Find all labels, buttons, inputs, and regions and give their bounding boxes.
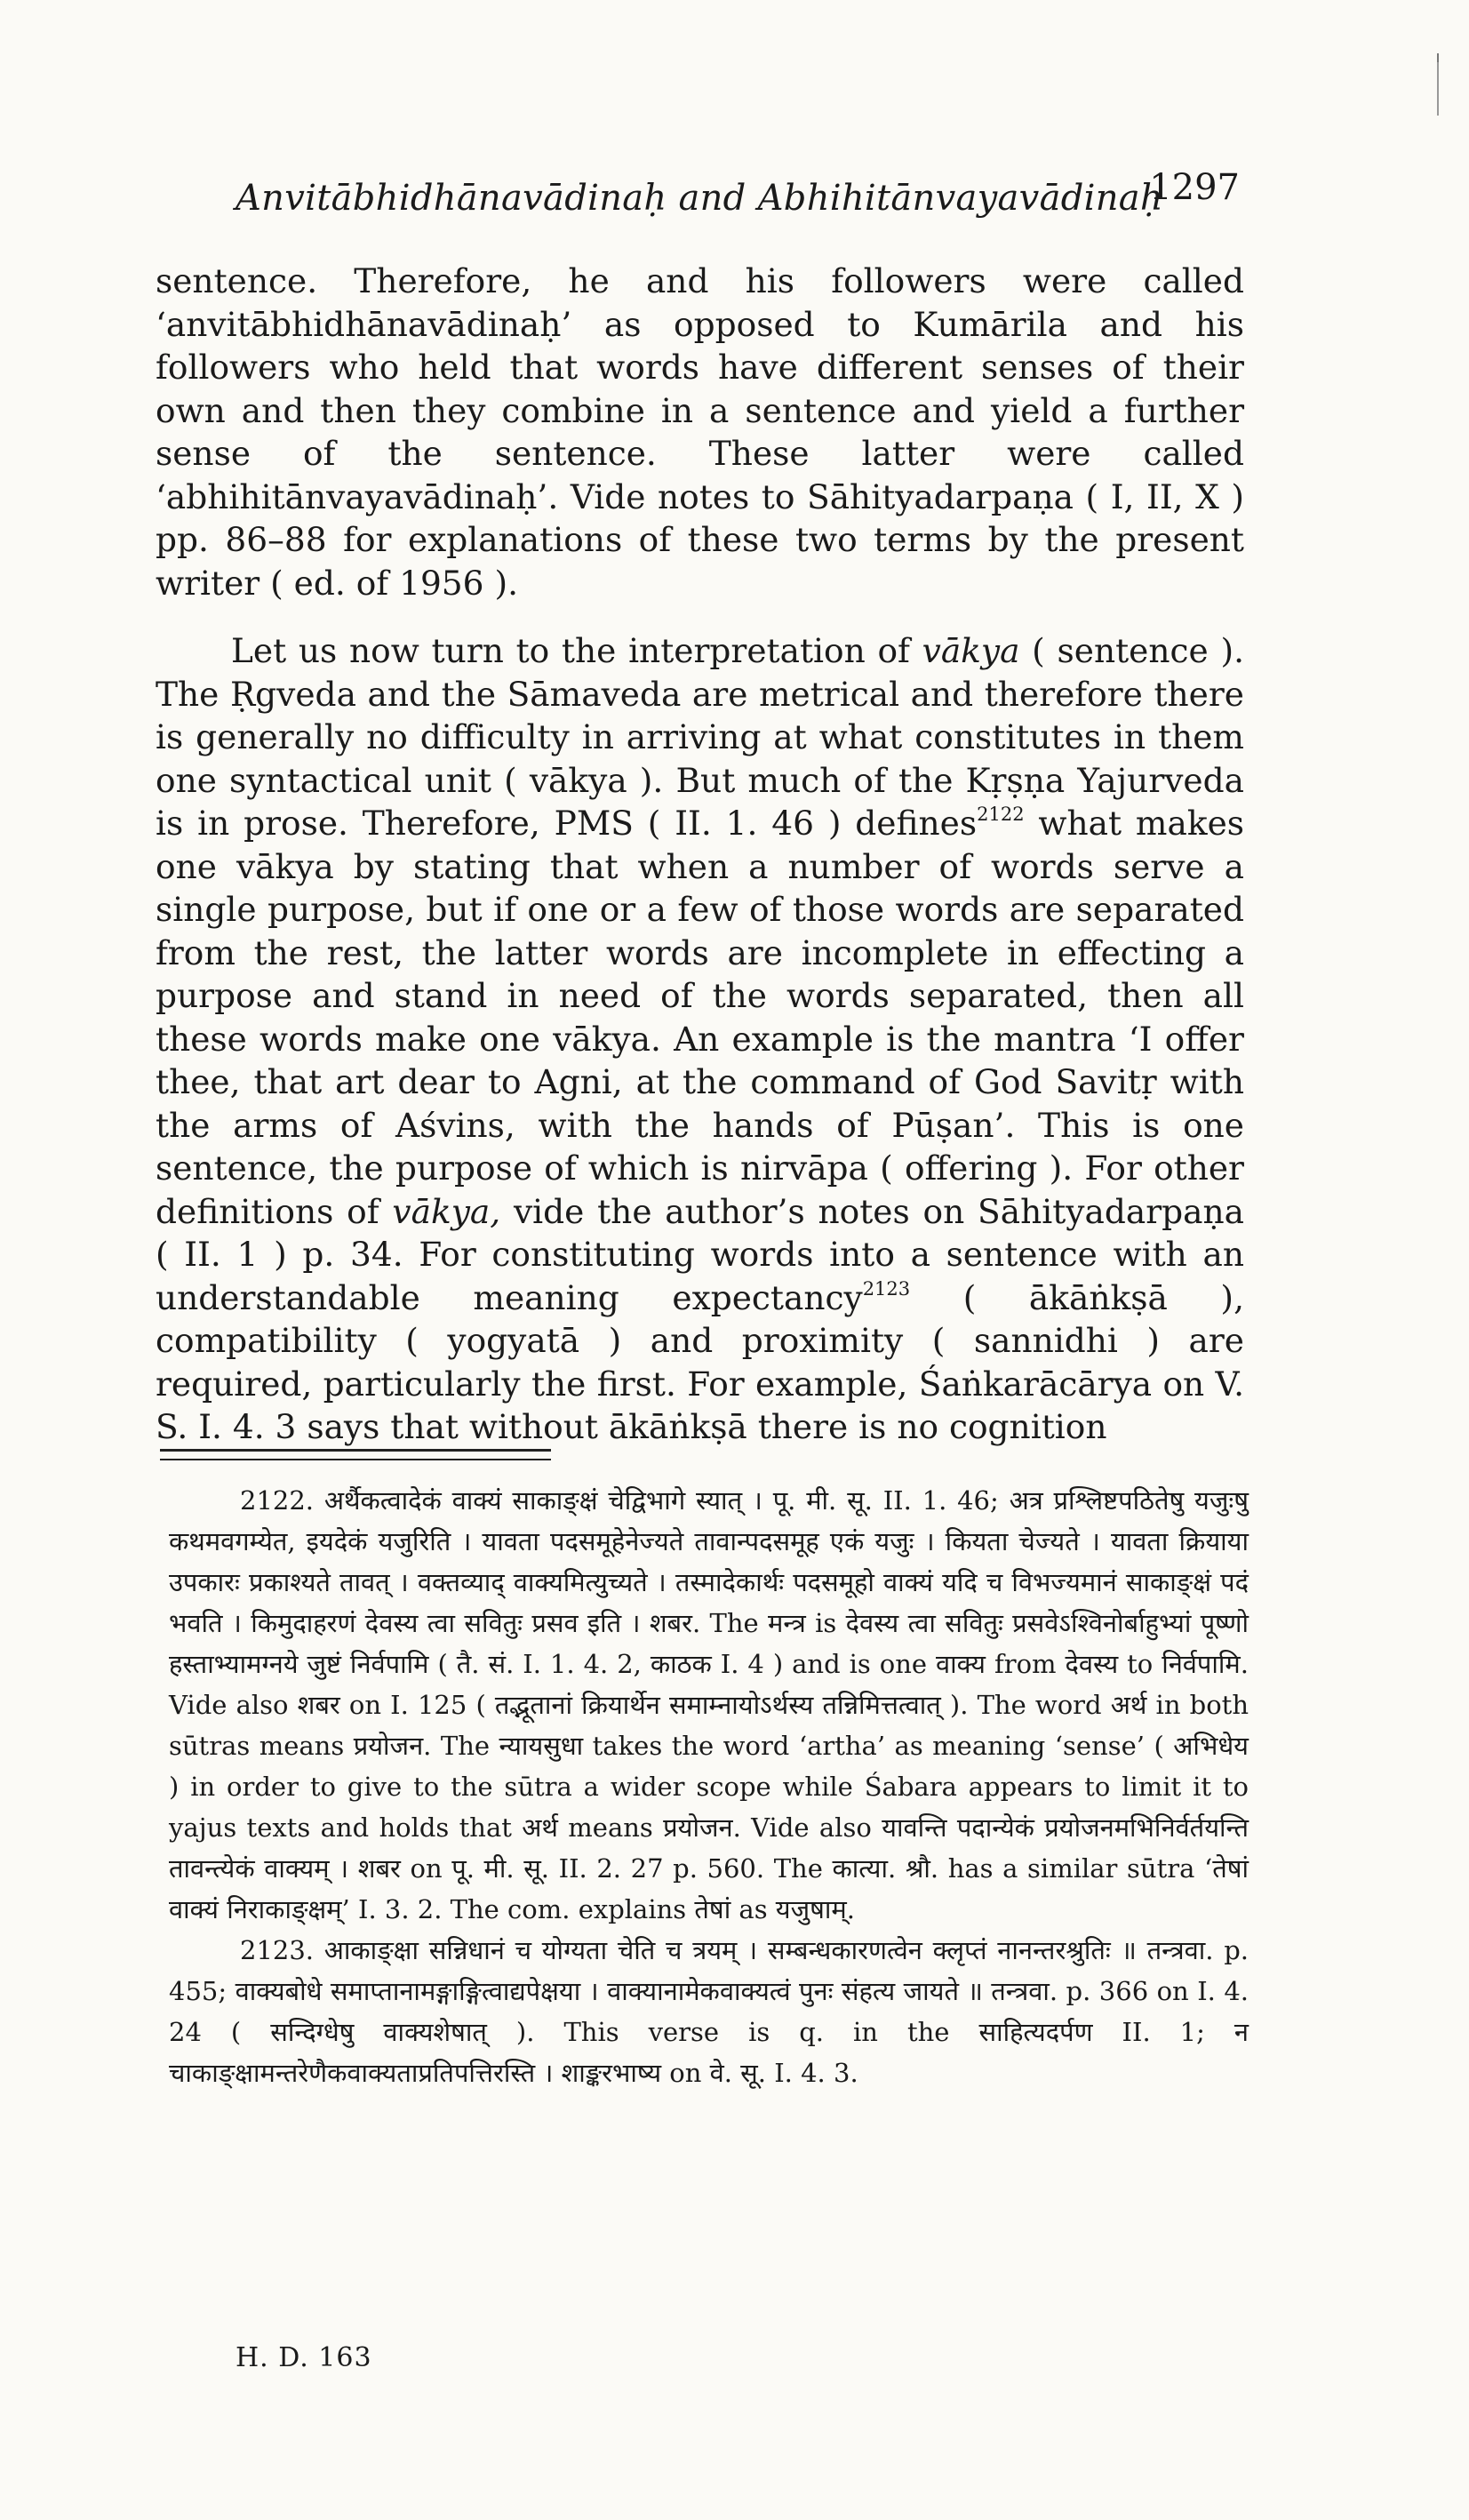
paragraph-2-part-3: what makes one vākya by stating that when a number of words serve a single purpose, but if one or a few of those words are separated from the rest, the latter words are incomplete in effecting a purpose and stand in need of the words separated, then all these words make one vākya. An example is the mantra ‘I offer thee, that art dear to Agni, at the command of God Savitṛ with the arms of Aśvins, with the hands of Pūṣan’. This is one sentence, the purpose of which is nirvāpa ( offering ). For other definitions of	[156, 804, 1245, 1231]
signature-mark: H. D. 163	[236, 2342, 372, 2373]
paragraph-1: sentence. Therefore, he and his followers were called ‘anvitābhidhānavādinaḥ’ as opposed to Kumārila and his followers who held that words have different senses of their own and then they combine in a sentence and yield a further sense of the sentence. These latter were called ‘abhihitānvayavādinaḥ’. Vide notes to Sāhityadarpaṇa ( I, II, X ) pp. 86–88 for explanations of these two terms by the present writer ( ed. of 1956 ).	[156, 261, 1244, 603]
paragraph-2-part-2: ( sentence ). The Ṛgveda and the Sāmaveda are metrical and therefore there is generally no difficulty in arriving at what constitutes in them one syntactical unit ( vākya ). But much of the Kṛṣṇa Yajurveda is in prose. Therefore, PMS ( II. 1. 46 ) defines	[156, 631, 1244, 843]
running-title: Anvitābhidhānavādinaḥ and Abhihitānvayavādinaḥ	[236, 178, 1163, 219]
term-vakya: vākya	[922, 631, 1020, 670]
paragraph-2-part-5: ( ākāṅkṣā ), compatibility ( yogyatā ) and proximity ( sannidhi ) are required, particularly the first. For example, Śaṅkarācārya on V. S. I. 4. 3 says that without ākāṅkṣā there is no cognition	[156, 1277, 1244, 1446]
page-number: 1297	[1149, 167, 1240, 208]
paragraph-2-part-1: Let us now turn to the interpretation of	[231, 631, 922, 670]
footnote-2123: 2123. आकाङ्क्षा सन्निधानं च योग्यता चेति च त्रयम् । सम्बन्धकारणत्वेन क्लृप्तं नानन्तरश्रुतिः ॥ तन्त्रवा. p. 455; वाक्यबोधे समाप्तानामङ्गाङ्गित्वाद्यपेक्षया । वाक्यानामेकवाक्यत्वं पुनः संहत्य जायते ॥ तन्त्रवा. p. 366 on I. 4. 24 ( सन्दिग्धेषु वाक्यशेषात् ). This verse is q. in the साहित्यदर्पण II. 1; न चाकाङ्क्षामन्तरेणैकवाक्यताप्रतिपत्तिरस्ति । शाङ्करभाष्य on वे. सू. I. 4. 3.	[169, 1935, 1249, 2088]
page-header	[236, 167, 1240, 229]
footnotes	[169, 1480, 1249, 2093]
footnote-2122: 2122. अर्थैकत्वादेकं वाक्यं साकाङ्क्षं चेद्विभागे स्यात् । पू. मी. सू. II. 1. 46; अत्र प्रश्लिष्टपठितेषु यजुःषु कथमवगम्येत, इयदेकं यजुरिति । यावता पदसमूहेनेज्यते तावान्पदसमूह एकं यजुः । कियता चेज्यते । यावता क्रियाया उपकारः प्रकाश्यते तावत् । वक्तव्याद् वाक्यमित्युच्यते । तस्मादेकार्थः पदसमूहो वाक्यं यदि च विभज्यमानं साकाङ्क्षं पदं भवति । किमुदाहरणं देवस्य त्वा सवितुः प्रसव इति । शबर. The मन्त्र is देवस्य त्वा सवितुः प्रसवेऽश्विनोर्बाहुभ्यां पूष्णो हस्ताभ्यामग्नये जुष्टं निर्वपामि ( तै. सं. I. 1. 4. 2, काठक I. 4 ) and is one वाक्य from देवस्य to निर्वपामि. Vide also शबर on I. 125 ( तद्भूतानां क्रियार्थेन समाम्नायोऽर्थस्य तन्निमित्तत्वात् ). The word अर्थ in both sūtras means प्रयोजन. The न्यायसुधा takes the word ‘artha’ as meaning ‘sense’ ( अभिधेय ) in order to give to the sūtra a wider scope while Śabara appears to limit it to yajus texts and holds that अर्थ means प्रयोजन. Vide also यावन्ति पदान्येकं प्रयोजनमभिनिर्वर्तयन्ति तावन्त्येकं वाक्यम् । शबर on पू. मी. सू. II. 2. 27 p. 560. The कात्या. श्रौ. has a similar sūtra ‘तेषां वाक्यं निराकाङ्क्षम्’ I. 3. 2. The com. explains तेषां as यजुषाम्.	[169, 1485, 1249, 1924]
margin-mark	[1437, 62, 1439, 116]
footnote-ref-2122: 2122	[977, 804, 1025, 825]
paragraph-2-part-4: vide the author’s notes on Sāhityadarpaṇa ( II. 1 ) p. 34. For constituting words into a sentence with an understandable meaning expectancy	[156, 1191, 1244, 1317]
footnote-ref-2123: 2123	[862, 1277, 911, 1300]
footnote-divider	[160, 1449, 551, 1460]
paragraph-2	[156, 629, 1244, 1449]
term-vakya: vākya,	[392, 1191, 501, 1231]
main-text	[156, 260, 1244, 1449]
